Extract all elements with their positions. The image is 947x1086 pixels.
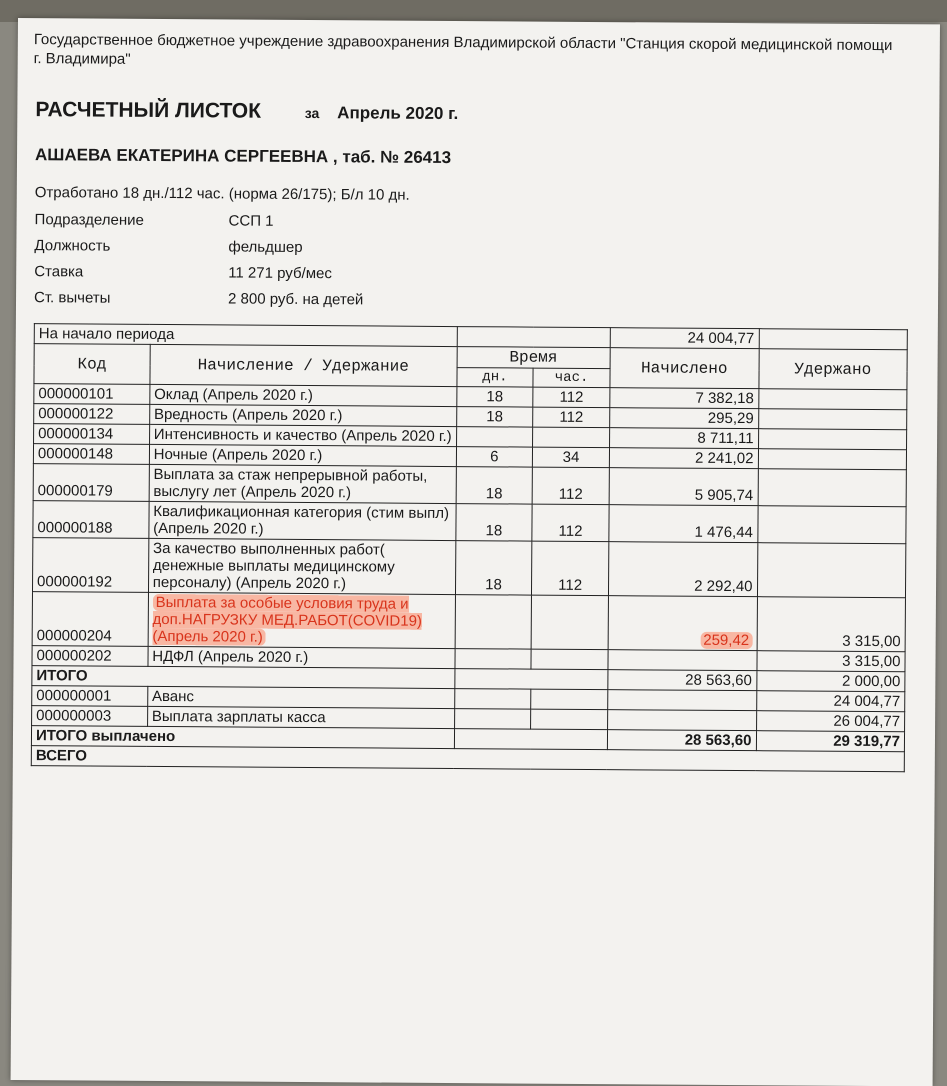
info-value: 11 271 руб/мес [228, 264, 332, 283]
row-days [455, 595, 532, 650]
info-label: Ставка [34, 263, 84, 281]
row-code: 000000134 [34, 424, 150, 445]
table-row [33, 464, 906, 507]
info-label: Ст. вычеты [33, 289, 111, 307]
row-code: 000000101 [34, 384, 150, 405]
table-row [33, 501, 906, 544]
employee-name: АШАЕВА ЕКАТЕРИНА СЕРГЕЕВНА , таб. № 26413 [34, 145, 452, 168]
payslip-table [31, 323, 908, 772]
info-label: Должность [34, 237, 111, 255]
row-hours [531, 595, 608, 650]
row-hours [533, 427, 610, 448]
header-name: Начисление / Удержание [150, 344, 457, 386]
row-name: Интенсивность и качество (Апрель 2020 г.) [149, 424, 456, 446]
row-hours: 112 [532, 467, 609, 505]
header-hours: час. [533, 368, 610, 388]
total-paid-accrued: 28 563,60 [607, 730, 756, 751]
row-days [456, 427, 533, 448]
row-days: 18 [456, 387, 533, 408]
row-accrued: 7 382,18 [610, 388, 759, 409]
info-row [34, 211, 363, 239]
total-withheld: 2 000,00 [756, 671, 905, 692]
header-time: Время [457, 347, 610, 369]
opening-label: На начало периода [34, 324, 457, 347]
info-value: фельдшер [228, 238, 303, 256]
row-hours: 112 [532, 504, 609, 542]
total-paid-label: ИТОГО выплачено [31, 726, 454, 749]
header-code: Код [34, 344, 150, 385]
table-row [32, 538, 905, 598]
period-value: Апрель 2020 г. [337, 103, 459, 124]
row-accrued: 5 905,74 [609, 468, 758, 506]
row-code: 000000192 [32, 538, 148, 593]
row-accrued [608, 650, 757, 671]
employee-info [34, 211, 364, 317]
row-withheld: 3 315,00 [756, 651, 905, 672]
grand-label: ВСЕГО [31, 746, 904, 772]
document-title [35, 98, 458, 125]
row-accrued: 295,29 [610, 408, 759, 429]
header-accrued: Начислено [610, 348, 759, 389]
row-days: 18 [455, 541, 532, 596]
payment-withheld: 24 004,77 [756, 691, 905, 712]
row-code: 000000179 [33, 464, 149, 502]
row-days: 18 [456, 407, 533, 428]
row-withheld: 3 315,00 [757, 597, 906, 652]
row-days: 6 [456, 447, 533, 468]
row-withheld [758, 469, 907, 507]
payment-code: 000000003 [32, 706, 148, 727]
row-hours: 112 [532, 541, 609, 596]
row-withheld [758, 449, 907, 470]
worked-summary: Отработано 18 дн./112 час. (норма 26/175); Б/л 10 дн. [34, 184, 410, 204]
row-days [455, 649, 532, 670]
total-label: ИТОГО [32, 666, 455, 689]
row-hours [531, 649, 608, 670]
payment-withheld: 26 004,77 [756, 711, 905, 732]
info-value: ССП 1 [228, 212, 274, 230]
row-code: 000000202 [32, 646, 148, 667]
payment-name: Аванс [147, 686, 454, 708]
row-name: Вредность (Апрель 2020 г.) [149, 404, 456, 426]
row-accrued: 2 241,02 [609, 448, 758, 469]
row-code: 000000204 [32, 592, 148, 647]
info-value: 2 800 руб. на детей [227, 290, 364, 309]
row-name [148, 592, 455, 648]
row-withheld [757, 506, 906, 544]
covid-amount-highlight: 259,42 [700, 632, 752, 649]
row-days: 18 [455, 504, 532, 542]
row-withheld [758, 409, 907, 430]
period-prefix: за [304, 105, 320, 122]
row-accrued: 1 476,44 [609, 505, 758, 543]
opening-value: 24 004,77 [610, 328, 759, 349]
row-hours: 112 [533, 407, 610, 428]
row-accrued: 2 292,40 [608, 542, 757, 597]
row-code: 000000148 [33, 444, 149, 465]
row-name: Ночные (Апрель 2020 г.) [149, 444, 456, 466]
payment-name: Выплата зарплаты касса [147, 706, 454, 728]
row-name: Квалификационная категория (стим выпл) (Апрель 2020 г.) [149, 501, 456, 540]
total-paid-withheld: 29 319,77 [756, 731, 905, 752]
row-code: 000000188 [33, 501, 149, 539]
organization-name: Государственное бюджетное учреждение здравоохранения Владимирской области "Станция скорой медицинской помощи г. Владимира" [33, 31, 893, 68]
row-withheld [758, 389, 907, 410]
info-label: Подразделение [34, 211, 144, 229]
header-days: дн. [457, 368, 534, 388]
info-row [34, 289, 363, 317]
total-accrued: 28 563,60 [608, 670, 757, 691]
row-code: 000000122 [34, 404, 150, 425]
info-row [34, 263, 363, 291]
row-accrued [608, 596, 757, 651]
row-days: 18 [456, 467, 533, 505]
row-hours: 34 [533, 447, 610, 468]
row-name: Оклад (Апрель 2020 г.) [150, 384, 457, 406]
covid-row [32, 592, 905, 652]
payment-code: 000000001 [32, 686, 148, 707]
row-name: Выплата за стаж непрерывной работы, выслугу лет (Апрель 2020 г.) [149, 464, 456, 503]
row-name: НДФЛ (Апрель 2020 г.) [148, 646, 455, 668]
header-withheld: Удержано [758, 349, 907, 390]
info-row [34, 237, 363, 265]
row-withheld [758, 429, 907, 450]
title-text: РАСЧЕТНЫЙ ЛИСТОК [35, 98, 262, 123]
row-withheld [757, 543, 906, 598]
covid-highlight: Выплата за особые условия труда и доп.НАГРУЗКУ МЕД.РАБОТ(COVID19) (Апрель 2020 г.) [152, 593, 422, 646]
row-accrued: 8 711,11 [609, 428, 758, 449]
payslip-sheet [11, 18, 940, 1086]
row-hours: 112 [533, 387, 610, 408]
row-name: За качество выполненных работ( денежные выплаты медицинскому персоналу) (Апрель 2020 г.) [148, 538, 455, 594]
